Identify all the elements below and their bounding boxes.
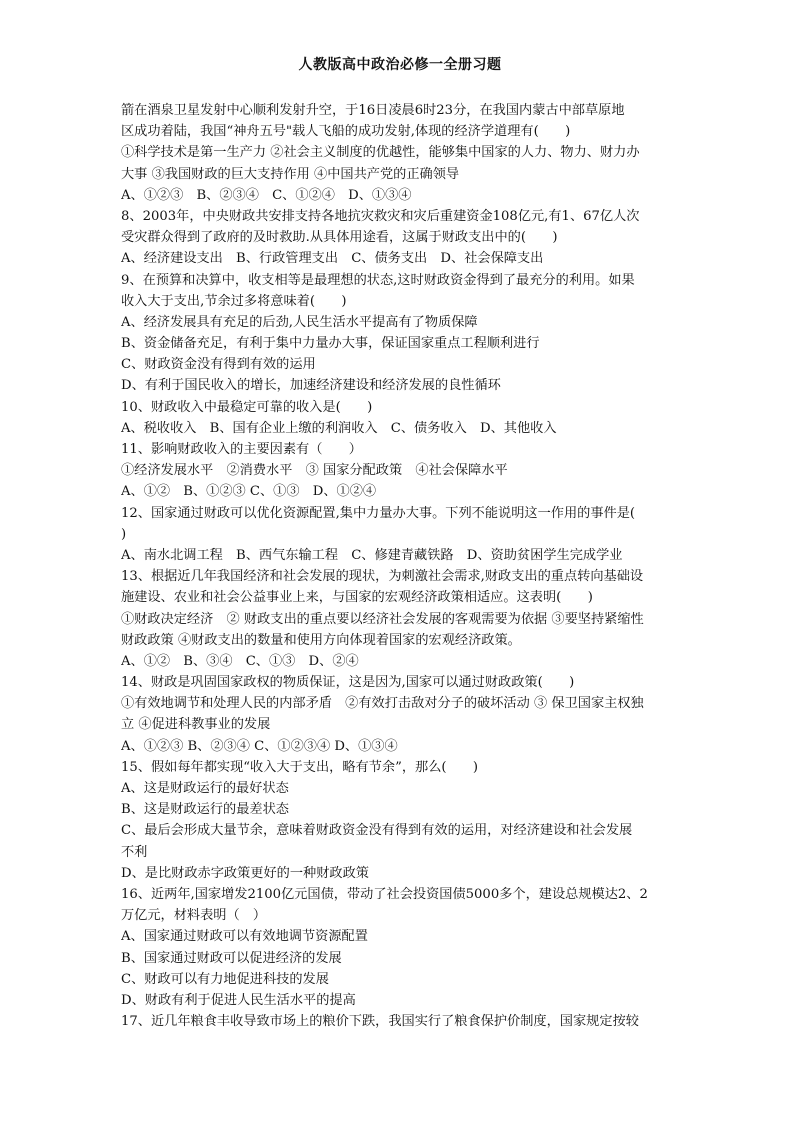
- text-line: D、财政有利于促进人民生活水平的提高: [121, 992, 356, 1008]
- text-line: D、是比财政赤字政策更好的一种财政政策: [121, 865, 369, 881]
- text-line: ): [121, 526, 127, 542]
- text-line: 17、近几年粮食丰收导致市场上的粮价下跌，我国实行了粮食保护价制度，国家规定按较: [121, 1014, 639, 1030]
- text-line: A、经济建设支出 B、行政管理支出 C、债务支出 D、社会保障支出: [121, 251, 544, 267]
- text-line: 收入大于支出,节余过多将意味着( ): [121, 293, 347, 309]
- text-line: C、最后会形成大量节余，意味着财政资金没有得到有效的运用，对经济建设和社会发展: [121, 823, 633, 839]
- text-line: 区成功着陆，我国“神舟五号"载人飞船的成功发射,体现的经济学道理有( ): [121, 124, 571, 140]
- text-line: 施建设、农业和社会公益事业上来，与国家的宏观经济政策相适应。这表明( ): [121, 590, 593, 606]
- text-line: ①有效地调节和处理人民的内部矛盾 ②有效打击敌对分子的破坏活动 ③ 保卫国家主权独: [121, 696, 644, 712]
- text-line: 15、假如每年都实现“收入大于支出，略有节余”，那么( ): [121, 759, 479, 775]
- text-line: 14、财政是巩固国家政权的物质保证，这是因为,国家可以通过财政政策( ): [121, 675, 575, 691]
- text-line: C、财政资金没有得到有效的运用: [121, 357, 316, 373]
- text-line: 16、近两年,国家增发2100亿元国债，带动了社会投资国债5000多个，建设总规模达2、2: [121, 886, 648, 902]
- text-line: A、南水北调工程 B、西气东输工程 C、修建青藏铁路 D、资助贫困学生完成学业: [121, 547, 623, 563]
- text-line: 万亿元，材料表明（ ）: [121, 908, 267, 924]
- text-line: A、①②③ B、②③④ C、①②④ D、①③④: [121, 187, 412, 203]
- text-line: A、①② B、①②③ C、①③ D、①②④: [121, 484, 377, 500]
- text-line: 不利: [121, 844, 148, 860]
- text-line: A、国家通过财政可以有效地调节资源配置: [121, 929, 368, 945]
- text-line: B、这是财政运行的最差状态: [121, 802, 289, 818]
- text-line: B、国家通过财政可以促进经济的发展: [121, 950, 342, 966]
- text-line: A、①②③ B、②③④ C、①②③④ D、①③④: [121, 738, 398, 754]
- text-line: 受灾群众得到了政府的及时救助.从具体用途看，这属于财政支出中的( ): [121, 230, 558, 246]
- text-line: A、这是财政运行的最好状态: [121, 781, 289, 796]
- text-line: 立 ④促进科教事业的发展: [121, 717, 271, 733]
- text-line: 大事 ③我国财政的巨大支持作用 ④中国共产党的正确领导: [121, 166, 460, 182]
- text-line: A、经济发展具有充足的后劲,人民生活水平提高有了物质保障: [121, 314, 478, 330]
- text-line: A、①② B、③④ C、①③ D、②④: [121, 653, 359, 669]
- text-line: 11、影响财政收入的主要因素有（ ）: [121, 442, 362, 457]
- text-line: 13、根据近几年我国经济和社会发展的现状，为刺激社会需求,财政支出的重点转向基础设: [121, 569, 644, 585]
- text-line: C、财政可以有力地促进科技的发展: [121, 971, 329, 987]
- text-line: ①经济发展水平 ②消费水平 ③ 国家分配政策 ④社会保障水平: [121, 463, 508, 479]
- text-line: ①科学技术是第一生产力 ②社会主义制度的优越性，能够集中国家的人力、物力、财力办: [121, 145, 640, 161]
- text-line: 财政政策 ④财政支出的数量和使用方向体现着国家的宏观经济政策。: [121, 632, 521, 648]
- text-line: 9、在预算和决算中，收支相等是最理想的状态,这时财政资金得到了最充分的利用。如果: [121, 272, 635, 288]
- text-line: ①财政决定经济 ② 财政支出的重点要以经济社会发展的客观需要为依据 ③要坚持紧缩性: [121, 611, 644, 627]
- text-line: A、税收收入 B、国有企业上缴的利润收入 C、债务收入 D、其他收入: [121, 420, 557, 436]
- text-line: 12、国家通过财政可以优化资源配置,集中力量办大事。下列不能说明这一作用的事件是(: [121, 505, 636, 521]
- text-line: B、资金储备充足，有利于集中力量办大事，保证国家重点工程顺利进行: [121, 336, 540, 352]
- text-line: D、有利于国民收入的增长，加速经济建设和经济发展的良性循环: [121, 378, 501, 394]
- text-line: 箭在酒泉卫星发射中心顺利发射升空，于16日凌晨6时23分，在我国内蒙古中部草原地: [121, 103, 625, 118]
- document-body: [121, 100, 681, 1032]
- text-line: 8、2003年，中央财政共安排支持各地抗灾救灾和灾后重建资金108亿元,有1、67亿人次: [121, 208, 640, 224]
- document-title: 人教版高中政治必修一全册习题: [298, 57, 502, 73]
- text-line: 10、财政收入中最稳定可靠的收入是( ): [121, 399, 373, 415]
